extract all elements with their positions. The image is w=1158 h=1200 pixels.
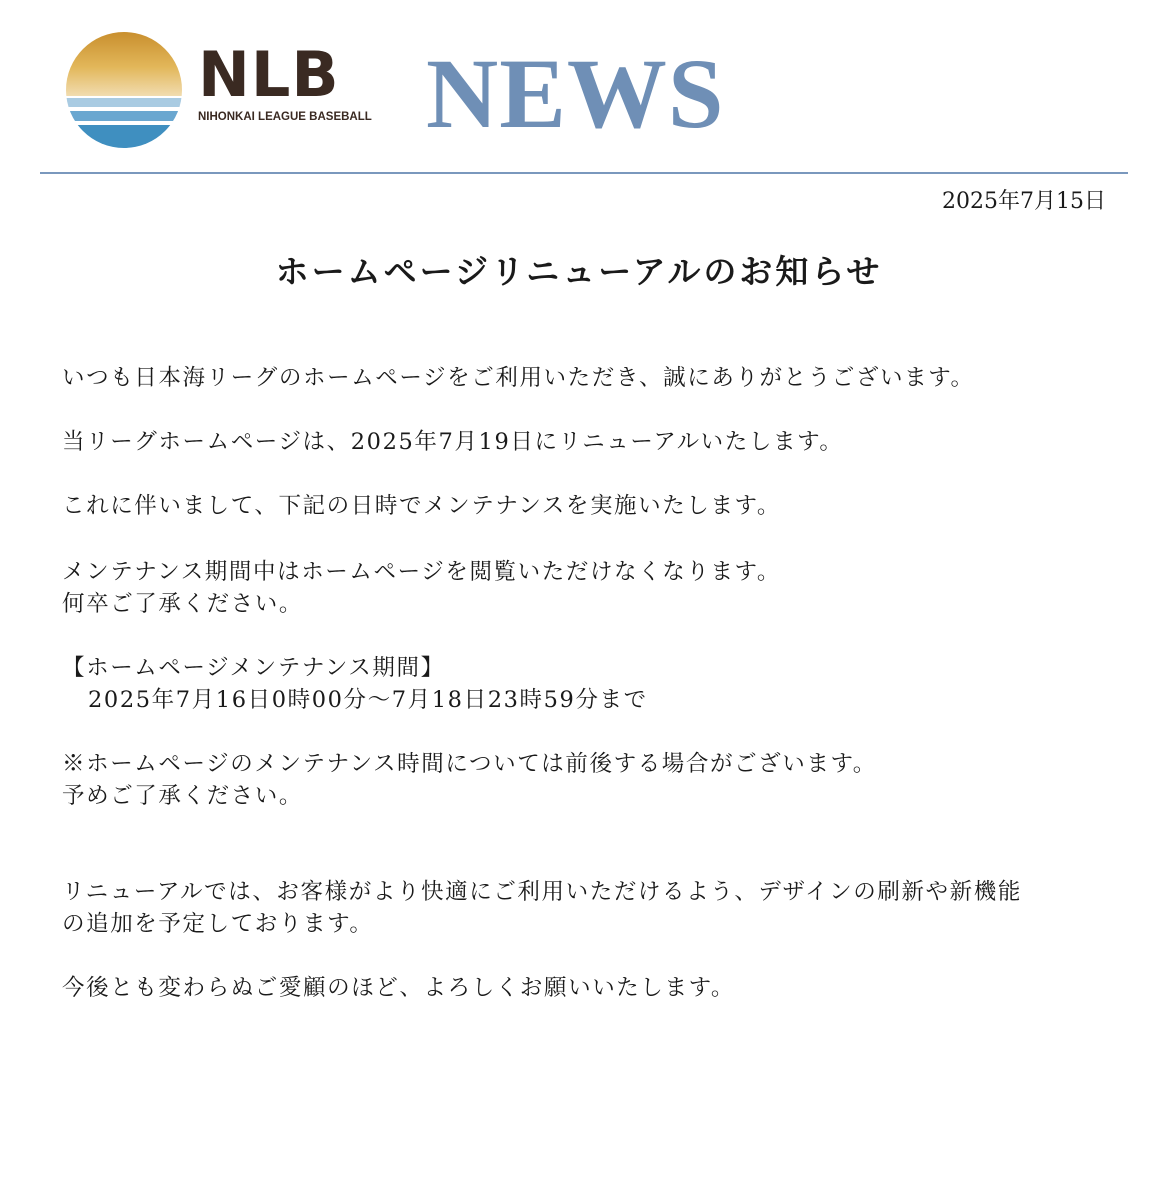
notice-title: ホームページリニューアルのお知らせ (275, 252, 883, 291)
paragraph-renewal-date: 当リーグホームページは、2025年7月19日にリニューアルいたします。 (62, 429, 844, 455)
news-heading: NEWS (426, 38, 725, 149)
note-line1: ※ホームページのメンテナンス時間については前後する場合がございます。 (62, 751, 877, 777)
paragraph-unavailable-line2: 何卒ご了承ください。 (62, 591, 304, 617)
paragraph-greeting: いつも日本海リーグのホームページをご利用いただき、誠にありがとうございます。 (62, 365, 975, 391)
maintenance-period-value: 2025年7月16日0時00分〜7月18日23時59分まで (88, 687, 648, 713)
closing-line: 今後とも変わらぬご愛顧のほど、よろしくお願いいたします。 (62, 975, 736, 1001)
logo-sub-text: NIHONKAI LEAGUE BASEBALL (198, 111, 372, 123)
paragraph-maintenance: これに伴いまして、下記の日時でメンテナンスを実施いたします。 (62, 493, 781, 519)
nlb-logo-icon (66, 32, 182, 148)
renewal-line2: の追加を予定しております。 (62, 911, 374, 937)
header-divider (40, 172, 1128, 174)
logo-wordmark (198, 38, 372, 124)
renewal-line1: リニューアルでは、お客様がより快適にご利用いただけるよう、デザインの刷新や新機能 (62, 879, 1022, 905)
notice-date: 2025年7月15日 (942, 189, 1106, 214)
note-line2: 予めご了承ください。 (62, 783, 304, 809)
logo-main-text: NLB (198, 38, 340, 111)
maintenance-period-heading: 【ホームページメンテナンス期間】 (62, 655, 445, 681)
paragraph-unavailable-line1: メンテナンス期間中はホームページを閲覧いただけなくなります。 (62, 559, 781, 585)
